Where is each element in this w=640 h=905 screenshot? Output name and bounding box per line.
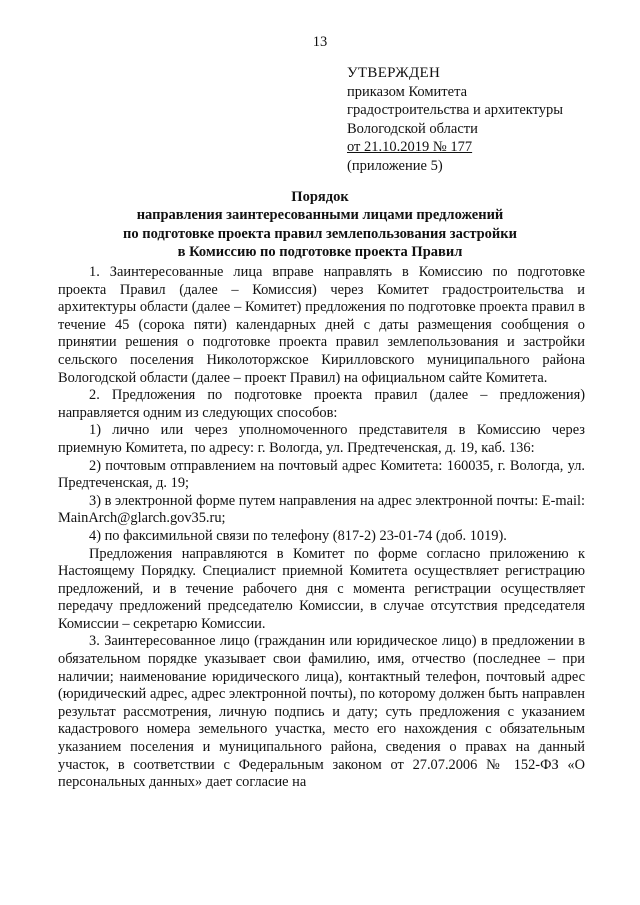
- paragraph: 2) почтовым отправлением на почтовый адрес Комитета: 160035, г. Вологда, ул. Предтеченская, д. 19;: [58, 457, 585, 492]
- approval-date: от 21.10.2019 № 177: [347, 139, 473, 156]
- approval-appendix: (приложение 5): [347, 157, 443, 174]
- approval-title: УТВЕРЖДЕН: [347, 65, 441, 81]
- paragraph: 1) лично или через уполномоченного представителя в Комиссию через приемную Комитета, по адресу: г. Вологда, ул. Предтеченская, д. 19, каб. 136:: [58, 422, 585, 456]
- heading-line: Порядок: [291, 189, 349, 205]
- approval-line: приказом Комитета: [347, 83, 468, 100]
- heading-line: направления заинтересованными лицами предложений: [136, 207, 504, 224]
- document-heading: [60, 188, 580, 262]
- paragraph: 2. Предложения по подготовке проекта правил (далее – предложения) направляется одним из следующих способов:: [58, 387, 585, 421]
- approval-line: Вологодской области: [347, 120, 478, 137]
- heading-line: в Комиссию по подготовке проекта Правил: [177, 244, 463, 261]
- approval-line: градостроительства и архитектуры: [347, 102, 564, 119]
- paragraph: 1. Заинтересованные лица вправе направлять в Комиссию по подготовке проекта Правил (далее – Комиссия) через Комитет градостроительства и архитектуры области (далее – Комитет) предложения по подготовке проекта правил в течение 45 (сорока пяти) календарных дней с даты размещения сообщения о принятии решения о подготовке проекта правил землепользования и застройки сельского поселения Николоторжское Кирилловского муниципального района Вологодской области (далее – проект Правил) на официальном сайте Комитета.: [58, 264, 585, 386]
- paragraph: 4) по факсимильной связи по телефону (817-2) 23-01-74 (доб. 1019).: [89, 527, 507, 544]
- paragraph: 3) в электронной форме путем направления на адрес электронной почты: E-mail: MainArch@glarch.gov35.ru;: [58, 492, 585, 527]
- approval-block: [347, 64, 563, 176]
- heading-line: по подготовке проекта правил землепользования застройки: [123, 225, 517, 242]
- paragraph: Предложения направляются в Комитет по форме согласно приложению к Настоящему Порядку. Специалист приемной Комитета осуществляет регистрацию предложений, и в течение рабочего дня с момента регистрации осуществляет передачу предложений председателю Комиссии, в случае отсутствия председателя Комиссии – секретарю Комиссии.: [58, 545, 585, 632]
- document-body: [58, 264, 585, 792]
- paragraph: 3. Заинтересованное лицо (гражданин или юридическое лицо) в предложении в обязательном порядке указывает свои фамилию, имя, отчество (последнее – при наличии; наименование юридического лица), контактный телефон, почтовый адрес (юридический адрес, адрес электронной почты), по которому должен быть направлен результат рассмотрения, личную подпись и дату; суть предложения с указанием кадастрового номера земельного участка, место его нахождения с обязательным указанием поселения и муниципального района, сведения о правах на данный участок, в соответствии с Федеральным законом от 27.07.2006 № 152-ФЗ «О персональных данных» дает согласие на: [58, 633, 585, 791]
- page-number: 13: [312, 34, 328, 50]
